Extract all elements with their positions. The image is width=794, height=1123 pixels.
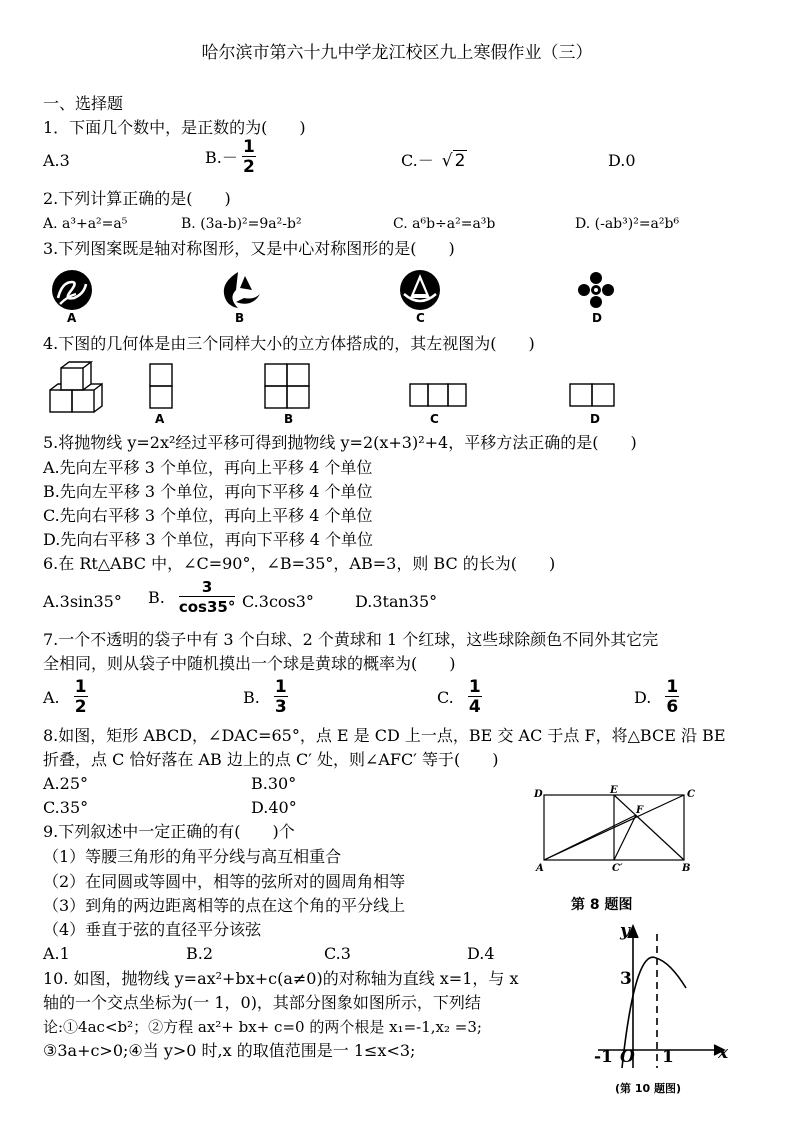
q8-stem-line2: 折叠，点 C 恰好落在 AB 边上的点 C′ 处，则∠AFC′ 等于( ) (43, 750, 499, 769)
q7-d-prefix: D. (634, 687, 652, 707)
q2-stem: 2.下列计算正确的是( ) (43, 189, 231, 208)
q3-figure-a (52, 270, 92, 310)
q3-figure-b (224, 272, 260, 308)
q10-label-neg1: -1 (594, 1047, 613, 1067)
q6-option-b (148, 578, 239, 617)
q9-option-b: B.2 (186, 944, 214, 963)
q10-line-3: 论:①4ac<b²；②方程 ax²+ bx+ c=0 的两个根是 x₁=-1,x₂ =3; (43, 1018, 482, 1036)
q7-d-denominator: 6 (666, 697, 679, 717)
q6-stem: 6.在 Rt△ABC 中，∠C=90°，∠B=35°，AB=3，则 BC 的长为( ) (43, 554, 556, 573)
q7-a-numerator: 1 (74, 677, 87, 697)
q9-option-c: C.3 (324, 944, 351, 963)
q10-x-label: x (718, 1043, 729, 1063)
q5-stem: 5.将抛物线 y=2x²经过平移可得到抛物线 y=2(x+3)²+4，平移方法正确的是( ) (43, 433, 637, 452)
q10-line-2: 轴的一个交点坐标为(一 1，0)，其部分图象如图所示，下列结 (43, 993, 481, 1012)
q1-b-numerator: 1 (242, 137, 255, 157)
q8-option-d: D.40° (251, 798, 297, 817)
q8-option-a: A.25° (43, 774, 88, 793)
q3-label-a: A (67, 311, 77, 325)
q8-label-b: B (682, 863, 691, 874)
q9-stem: 9.下列叙述中一定正确的有( )个 (43, 822, 295, 841)
q8-label-c: C (687, 789, 695, 800)
q1-stem: 1．下面几个数中，是正数的为( ) (43, 118, 306, 137)
q3-figure-c (400, 270, 440, 310)
q6-b-denominator: cos35° (178, 598, 236, 616)
q7-c-denominator: 4 (468, 697, 481, 717)
q7-a-prefix: A. (43, 687, 60, 707)
q1-b-prefix: B.－ (205, 147, 238, 167)
q7-d-numerator: 1 (666, 677, 679, 697)
q7-c-prefix: C. (437, 687, 454, 707)
q8-figure (532, 785, 702, 875)
q8-stem-line1: 8.如图，矩形 ABCD，∠DAC=65°，点 E 是 CD 上一点，BE 交 AC 于点 F，将△BCE 沿 BE (43, 726, 726, 745)
q4-option-c-view (410, 384, 466, 406)
q1-b-fraction (242, 138, 256, 177)
q4-option-b-view (265, 364, 309, 408)
q9-option-d: D.4 (467, 944, 495, 963)
q7-b-numerator: 1 (274, 677, 287, 697)
q7-d-fraction (665, 678, 679, 717)
q6-b-prefix: B. (148, 587, 165, 607)
q10-label-1: 1 (662, 1047, 674, 1067)
q10-figure (590, 918, 740, 1098)
q1-option-b (205, 138, 260, 177)
q4-label-a: A (155, 412, 165, 426)
q5-option-c: C.先向右平移 3 个单位，再向上平移 4 个单位 (43, 506, 373, 525)
q10-line-4: ③3a+c>0;④当 y>0 时,x 的取值范围是一 1≤x<3; (43, 1041, 416, 1060)
q2-option-c: C. a⁶b÷a²=a³b (393, 216, 496, 232)
q3-label-b: B (235, 311, 245, 325)
q10-label-3: 3 (620, 969, 632, 989)
q9-option-a: A.1 (43, 944, 70, 963)
q8-label-c-prime: C′ (612, 863, 623, 874)
q10-y-label: y (620, 921, 630, 941)
q7-a-denominator: 2 (74, 697, 87, 717)
q8-label-e: E (610, 785, 618, 796)
q4-solid (50, 362, 102, 412)
q1-c-radical: √ 2 (441, 151, 466, 171)
q9-statement-2: （2）在同圆或等圆中，相等的弦所对的圆周角相等 (43, 872, 406, 891)
q7-option-a (43, 678, 92, 717)
q4-label-c: C (430, 412, 439, 426)
q8-figure-caption: 第 8 题图 (571, 897, 633, 913)
section-heading: 一、选择题 (43, 94, 124, 113)
q2-option-a: A. a³+a²=a⁵ (43, 216, 128, 232)
q7-c-fraction (468, 678, 482, 717)
q1-b-denominator: 2 (242, 157, 255, 177)
q1-option-c (401, 151, 467, 171)
q7-a-fraction (74, 678, 88, 717)
q8-option-b: B.30° (251, 774, 297, 793)
q4-figures (40, 360, 720, 416)
q7-c-numerator: 1 (468, 677, 481, 697)
q6-option-a: A.3sin35° (43, 592, 122, 611)
q6-b-numerator: 3 (201, 578, 213, 596)
q1-option-a: A.3 (43, 151, 70, 170)
q3-label-d: D (592, 311, 602, 325)
q9-statement-4: （4）垂直于弦的直径平分该弦 (43, 920, 262, 939)
q5-option-a: A.先向左平移 3 个单位，再向上平移 4 个单位 (43, 458, 373, 477)
q6-option-d: D.3tan35° (355, 592, 438, 611)
q3-figure-d (578, 272, 614, 308)
q6-option-c: C.3cos3° (242, 592, 314, 611)
q2-option-d: D. (-ab³)²=a²b⁶ (575, 216, 680, 232)
q4-option-d-view (570, 384, 614, 406)
q7-b-denominator: 3 (274, 697, 287, 717)
q6-b-fraction (179, 578, 236, 617)
q7-option-c (437, 678, 486, 717)
q4-label-b: B (284, 412, 294, 426)
q7-stem-line2: 全相同，则从袋子中随机摸出一个球是黄球的概率为( ) (43, 654, 456, 673)
q4-label-d: D (590, 412, 600, 426)
q10-label-origin: O (620, 1047, 635, 1067)
page-title: 哈尔滨市第六十九中学龙江校区九上寒假作业（三） (201, 43, 593, 63)
q8-label-f: F (636, 805, 644, 816)
q3-stem: 3.下列图案既是轴对称图形，又是中心对称图形的是( ) (43, 239, 455, 258)
q1-option-d: D.0 (608, 151, 636, 170)
q3-label-c: C (416, 311, 425, 325)
q7-option-b (243, 678, 292, 717)
q9-statement-3: （3）到角的两边距离相等的点在这个角的平分线上 (43, 896, 406, 915)
q4-option-a-view (150, 364, 172, 408)
q4-stem: 4.下图的几何体是由三个同样大小的立方体搭成的，其左视图为( ) (43, 334, 535, 353)
q10-line-1: 10. 如图，抛物线 y=ax²+bx+c(a≠0)的对称轴为直线 x=1，与 x (43, 969, 519, 988)
q1-c-radicand: 2 (454, 151, 466, 171)
q7-stem-line1: 7.一个不透明的袋子中有 3 个白球、2 个黄球和 1 个红球，这些球除颜色不同外其它完 (43, 630, 659, 649)
q9-statement-1: （1）等腰三角形的角平分线与高互相重合 (43, 847, 342, 866)
q10-figure-caption: (第 10 题图) (615, 1082, 682, 1095)
q7-option-d (634, 678, 683, 717)
q1-c-prefix: C.－ (401, 151, 434, 170)
q8-option-c: C.35° (43, 798, 89, 817)
q7-b-prefix: B. (243, 687, 260, 707)
q5-option-b: B.先向左平移 3 个单位，再向下平移 4 个单位 (43, 482, 373, 501)
q8-label-a: A (536, 863, 544, 874)
q7-b-fraction (274, 678, 288, 717)
q5-option-d: D.先向右平移 3 个单位，再向下平移 4 个单位 (43, 530, 374, 549)
q3-figures (40, 268, 740, 328)
q2-option-b: B. (3a-b)²=9a²-b² (181, 216, 302, 232)
q8-label-d: D (534, 789, 543, 800)
